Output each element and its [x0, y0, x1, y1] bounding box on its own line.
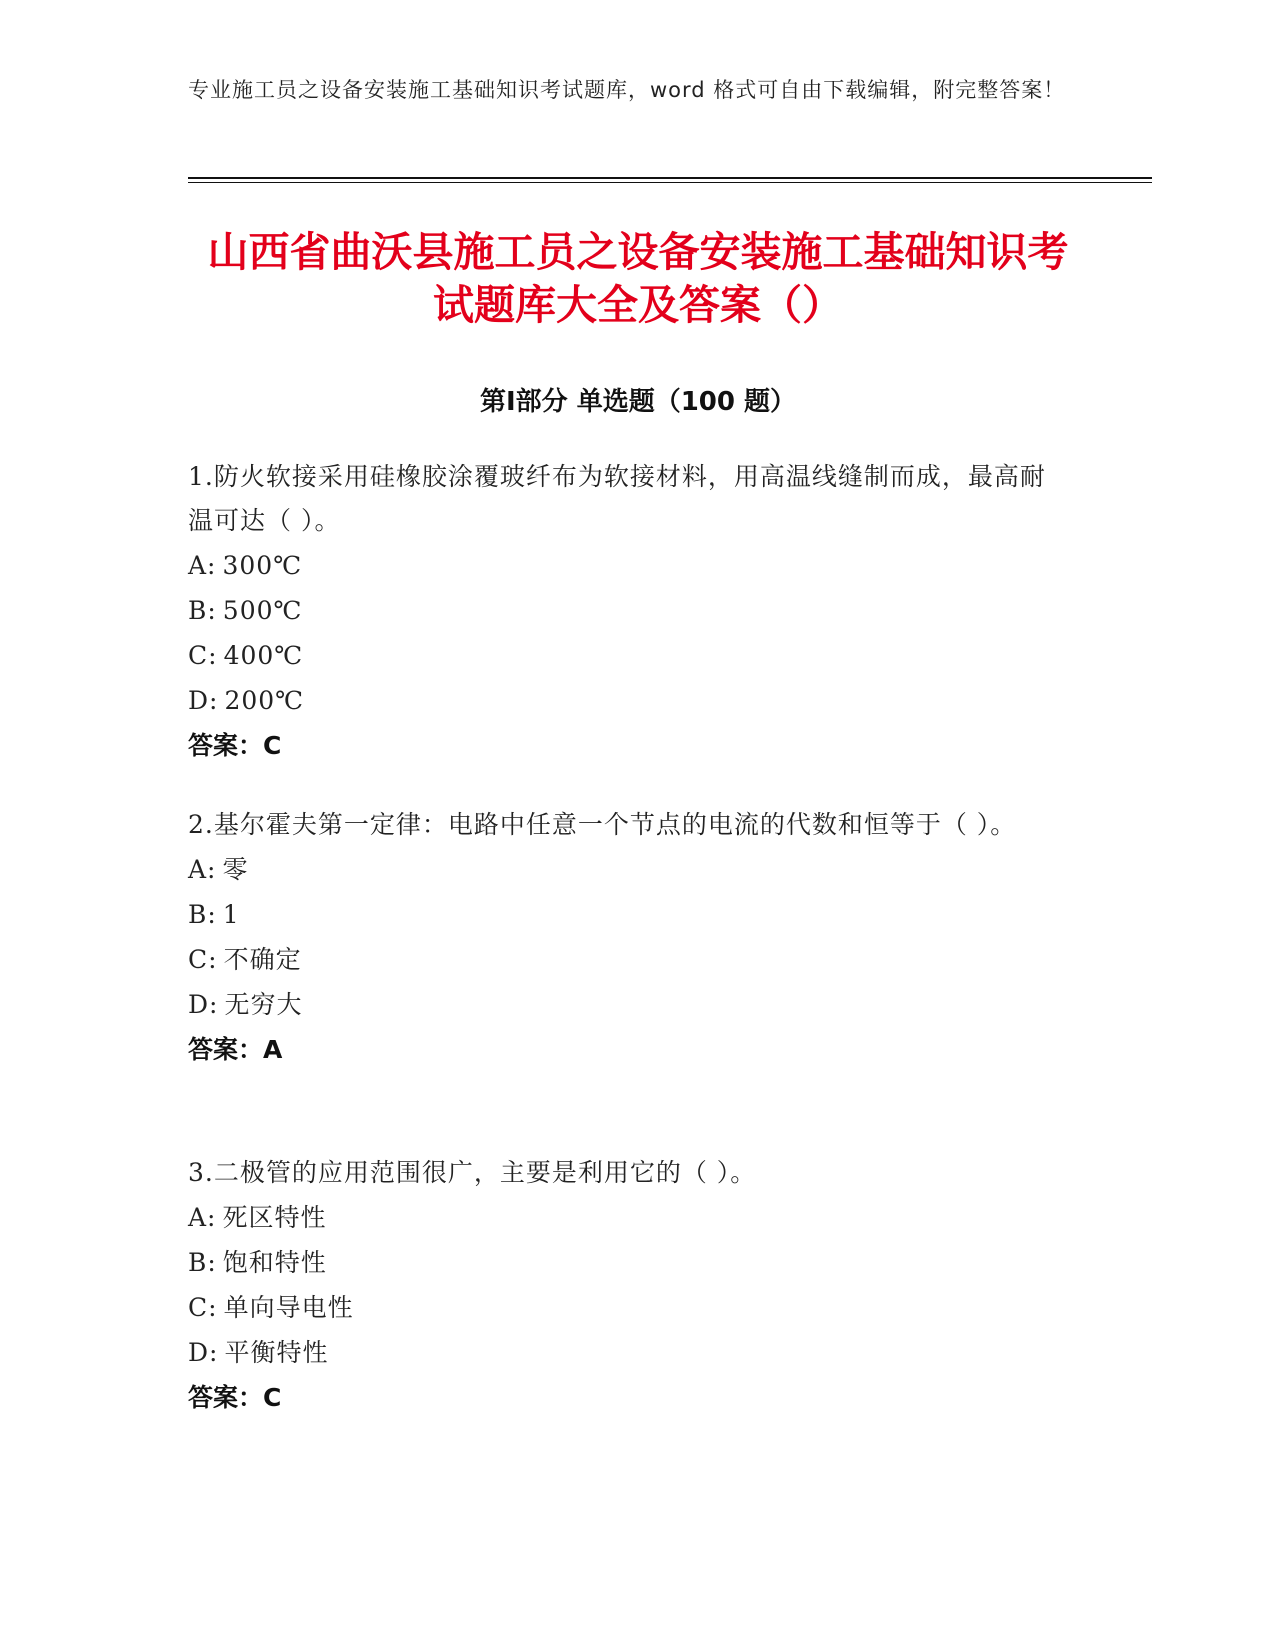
option-c	[188, 937, 1068, 982]
option-b	[188, 892, 1068, 937]
option-label: D:	[188, 1338, 219, 1367]
answer-prefix: 答案：	[188, 731, 264, 760]
option-label: C:	[188, 1293, 218, 1322]
option-text: 零	[222, 855, 249, 884]
option-a	[188, 543, 1068, 588]
answer-line	[188, 1027, 1068, 1073]
option-b	[188, 588, 1068, 633]
option-c	[188, 633, 1068, 678]
question-2	[188, 803, 1068, 1073]
header-note: 专业施工员之设备安装施工基础知识考试题库，word 格式可自由下载编辑，附完整答案！	[188, 78, 1066, 102]
answer-value: A	[263, 1035, 283, 1064]
option-text: 单向导电性	[223, 1293, 354, 1322]
option-text: 无穷大	[224, 990, 303, 1019]
option-label: B:	[188, 596, 217, 625]
question-stem: 3.二极管的应用范围很广，主要是利用它的（ ）。	[188, 1158, 757, 1187]
answer-line	[188, 1375, 1068, 1421]
answer-prefix: 答案：	[188, 1035, 264, 1064]
option-label: D:	[188, 990, 219, 1019]
option-label: D:	[188, 686, 219, 715]
question-stem: 2.基尔霍夫第一定律：电路中任意一个节点的电流的代数和恒等于（ ）。	[188, 810, 1017, 839]
header-divider-thick	[188, 177, 1152, 179]
option-label: B:	[188, 1248, 217, 1277]
option-label: A:	[188, 855, 217, 884]
answer-prefix: 答案：	[188, 1383, 264, 1412]
option-text: 不确定	[223, 945, 302, 974]
option-label: A:	[188, 1203, 217, 1232]
option-d	[188, 982, 1068, 1027]
option-text: 平衡特性	[224, 1338, 329, 1367]
option-text: 500℃	[222, 596, 303, 625]
answer-value: C	[263, 1383, 282, 1412]
option-c	[188, 1285, 1068, 1330]
option-text: 1	[222, 900, 240, 929]
option-text: 饱和特性	[222, 1248, 327, 1277]
question-3	[188, 1151, 1068, 1421]
option-label: A:	[188, 551, 217, 580]
question-stem: 1.防火软接采用硅橡胶涂覆玻纤布为软接材料，用高温线缝制而成，最高耐温可达（ ）。	[188, 462, 1046, 535]
document-title: 山西省曲沃县施工员之设备安装施工基础知识考试题库大全及答案（）	[207, 228, 1069, 329]
option-a	[188, 847, 1068, 892]
option-b	[188, 1240, 1068, 1285]
option-d	[188, 678, 1068, 723]
section-title: 第Ⅰ部分 单选题（100 题）	[479, 387, 797, 417]
option-text: 死区特性	[222, 1203, 327, 1232]
header-divider-thin	[188, 182, 1152, 183]
option-d	[188, 1330, 1068, 1375]
option-label: C:	[188, 641, 218, 670]
option-text: 200℃	[224, 686, 305, 715]
option-a	[188, 1195, 1068, 1240]
option-text: 300℃	[222, 551, 303, 580]
option-label: C:	[188, 945, 218, 974]
option-label: B:	[188, 900, 217, 929]
question-1	[188, 455, 1068, 769]
option-text: 400℃	[223, 641, 304, 670]
answer-value: C	[263, 731, 282, 760]
answer-line	[188, 723, 1068, 769]
